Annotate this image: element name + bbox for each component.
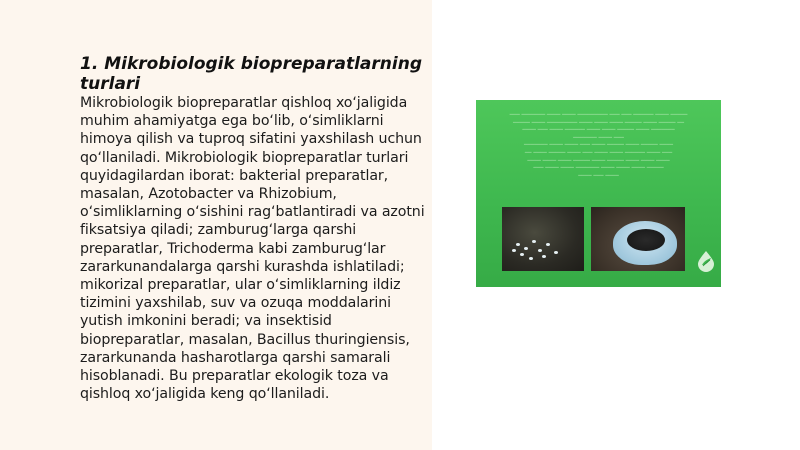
granule-pile — [627, 229, 665, 251]
gloved-hand-photo — [591, 207, 685, 271]
leaf-drop-icon — [695, 250, 717, 272]
glove-shape — [613, 221, 677, 265]
illustration-figure — [476, 100, 721, 287]
text-content — [80, 54, 425, 403]
figure-small-text: ─── ─────── ──── ──── ───────── ─── ─── ────── ──── ───── ───── ──── ───────── ──── ──── ──── ───── ──── ───── ── ──── ─── ──── ────── ──── ──── ───── ──── ─────── ─────── ──── ─── ─────── ──── ──── ─── ──── ───── ──── ───── ──── ── ──── ───── ──── ─── ──── ──── ────── ──── ─── ──── ──── ──── ───── ──── ───── ──── ──── ──── ─── ──── ──── ─────── ──── ──── ──── ───── ──── ─── ──── — [509, 112, 688, 179]
section-paragraph: Mikrobiologik biopreparatlar qishloq xo‘jaligida muhim ahamiyatga ega bo‘lib, o‘simliklarni himoya qilish va tuproq sifatini yaxshilash uchun qo‘llaniladi. Mikrobiologik biopreparatlar turlari quyidagilardan iborat: bakterial preparatlar, masalan, Azotobacter va Rhizobium, o‘simliklarning o‘sishini rag‘batlantiradi va azotni fiksatsiya qiladi; zamburug‘larga qarshi preparatlar, Trichoderma kabi zamburug‘lar zararkunandalarga qarshi kurashda ishlatiladi; mikorizal preparatlar, ular o‘simliklarning ildiz tizimini yaxshilab, suv va ozuqa moddalarini yutish imkonini beradi; va insektisid biopreparatlar, masalan, Bacillus thuringiensis, zararkunanda hasharotlarga qarshi samarali hisoblanadi. Bu preparatlar ekologik toza va qishloq xo‘jaligida keng qo‘llaniladi. — [80, 95, 425, 403]
section-title: 1. Mikrobiologik biopreparatlarning turlari — [80, 54, 422, 94]
soil-granules-photo — [502, 207, 584, 271]
